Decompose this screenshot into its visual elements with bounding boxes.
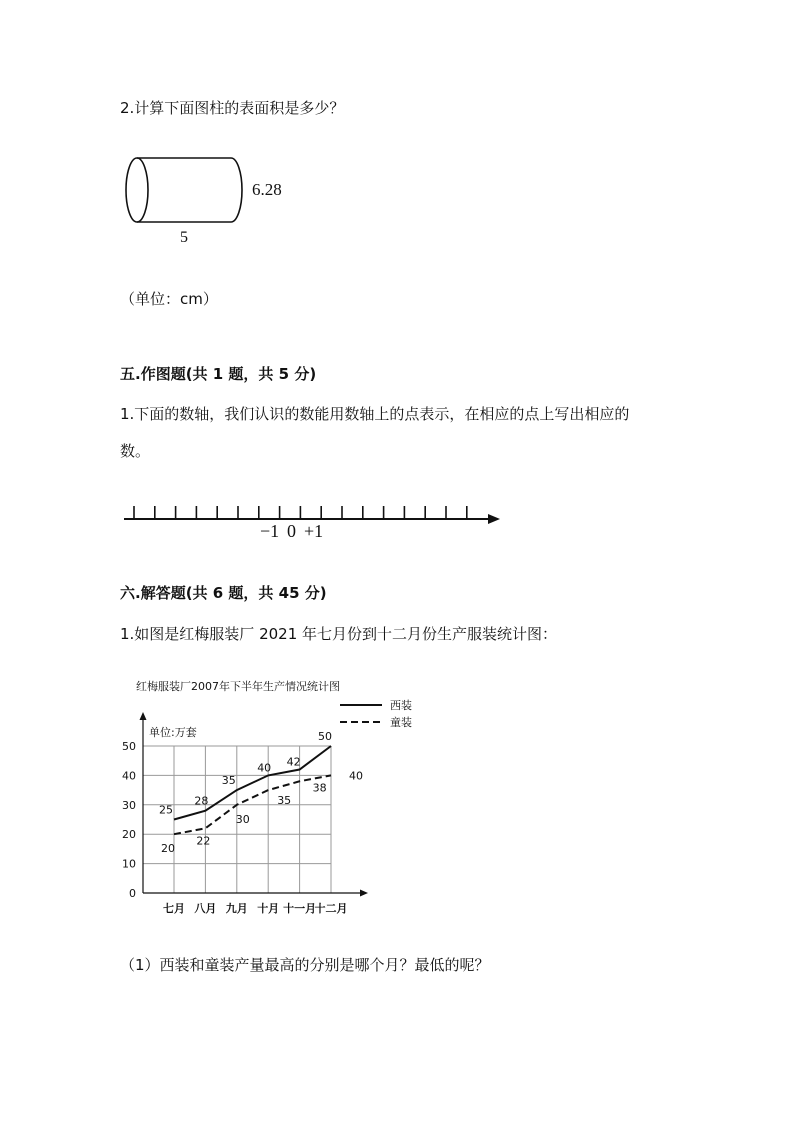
chart-data-label: 28 bbox=[194, 794, 209, 808]
numberline-label-minus1: −1 bbox=[260, 521, 280, 541]
chart-data-label: 40 bbox=[257, 761, 272, 775]
chart-x-tick-label: 十二月 bbox=[314, 902, 348, 915]
chart-data-label: 35 bbox=[221, 774, 236, 788]
numberline-label-0: 0 bbox=[287, 521, 296, 541]
cylinder-body bbox=[137, 158, 242, 222]
chart-x-tick-label: 七月 bbox=[163, 902, 185, 915]
chart-x-tick-label: 八月 bbox=[194, 902, 217, 915]
chart-y-tick-label: 20 bbox=[122, 828, 136, 842]
section6-sub1: （1）西装和童装产量最高的分别是哪个月？最低的呢？ bbox=[120, 956, 490, 974]
chart-title: 红梅服装厂2007年下半年生产情况统计图 bbox=[136, 680, 340, 693]
chart-data-label: 35 bbox=[277, 794, 292, 808]
section5-q1-line1: 1.下面的数轴，我们认识的数能用数轴上的点表示，在相应的点上写出相应的 bbox=[120, 405, 630, 423]
cylinder-length-label: 5 bbox=[180, 229, 188, 246]
chart-legend-label: 西装 bbox=[390, 699, 412, 712]
chart-x-tick-label: 十月 bbox=[257, 902, 280, 915]
chart-data-label: 42 bbox=[286, 755, 301, 769]
section6-q1-text: 1.如图是红梅服装厂 2021 年七月份到十二月份生产服装统计图： bbox=[120, 625, 558, 643]
chart-data-label: 25 bbox=[159, 803, 173, 817]
q2-text: 2.计算下面图柱的表面积是多少？ bbox=[120, 99, 345, 117]
cylinder-height-label: 6.28 bbox=[252, 180, 282, 199]
chart-y-tick-label: 40 bbox=[122, 769, 136, 783]
chart-y-tick-label: 10 bbox=[122, 857, 136, 871]
chart-data-label: 22 bbox=[196, 834, 211, 848]
chart-data-label: 38 bbox=[312, 781, 327, 795]
chart-data-label: 30 bbox=[235, 812, 250, 826]
chart-x-tick-label: 九月 bbox=[225, 902, 248, 915]
chart-y-tick-label: 50 bbox=[122, 740, 136, 753]
chart-y-tick-label: 0 bbox=[129, 887, 136, 900]
section5-q1-line2: 数。 bbox=[120, 442, 151, 460]
chart-data-label: 40 bbox=[349, 769, 363, 783]
section5-heading: 五.作图题(共 1 题，共 5 分) bbox=[120, 365, 317, 383]
chart-x-axis-arrow bbox=[360, 890, 368, 897]
chart-unit-label: 单位:万套 bbox=[149, 726, 197, 739]
chart-data-label: 50 bbox=[318, 730, 332, 743]
numberline-label-plus1: +1 bbox=[304, 521, 324, 541]
cylinder-left-face bbox=[126, 158, 148, 222]
chart-legend-label: 童装 bbox=[390, 716, 412, 729]
chart-series-line-kids bbox=[174, 775, 331, 834]
numberline-arrow bbox=[488, 514, 500, 524]
section6-heading: 六.解答题(共 6 题，共 45 分) bbox=[120, 584, 327, 602]
chart-y-axis-arrow bbox=[140, 712, 147, 720]
unit-note: （单位：cm） bbox=[120, 290, 218, 308]
chart-series-line-suit bbox=[174, 746, 331, 820]
chart-x-tick-label: 十一月 bbox=[283, 902, 317, 915]
chart-data-label: 20 bbox=[161, 842, 175, 856]
chart-y-tick-label: 30 bbox=[122, 798, 136, 812]
